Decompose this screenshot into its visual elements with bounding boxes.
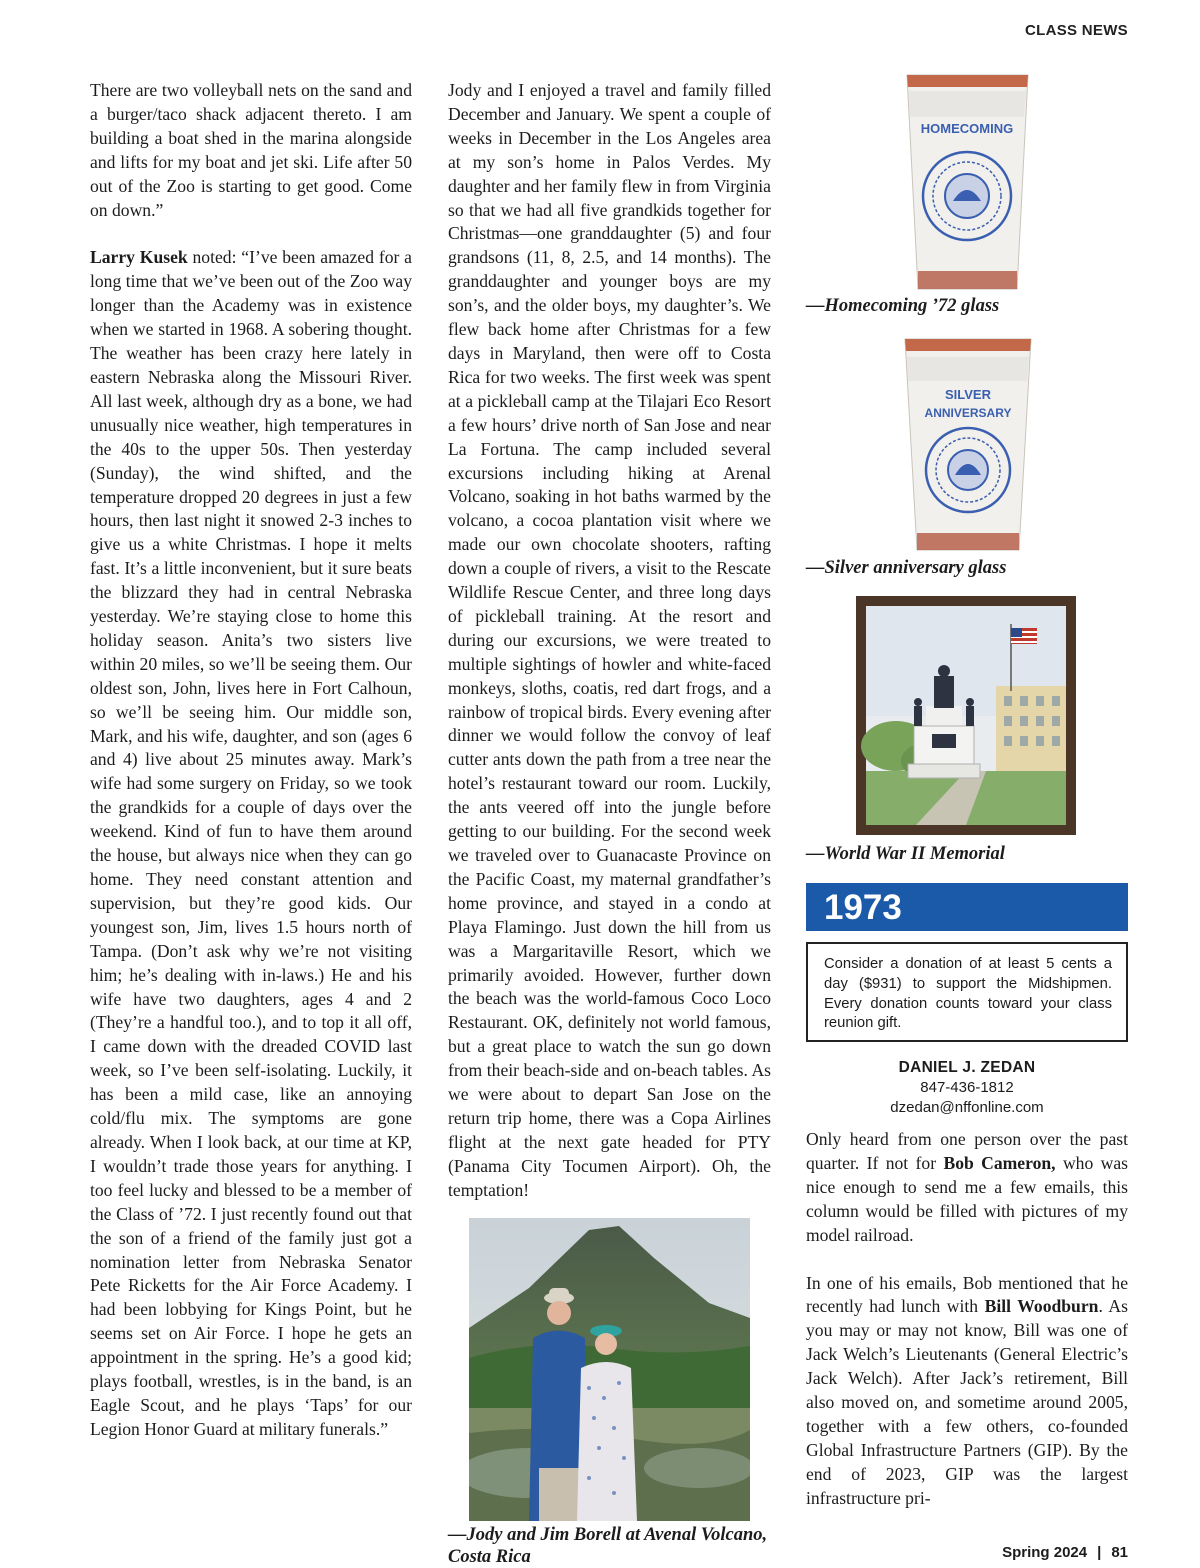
volcano-photo-caption bbox=[448, 1524, 778, 1568]
page-number: 81 bbox=[1111, 1544, 1128, 1561]
paragraph-text: who was nice enough to send me a few emails, this column would be filled with pictures of my model railroad. bbox=[806, 1152, 1128, 1245]
person-name: Larry Kusek bbox=[90, 247, 188, 268]
person-name: Bill Woodburn bbox=[984, 1296, 1099, 1317]
memorial-caption: —World War II Memorial bbox=[806, 844, 1005, 864]
caption-line: Costa Rica bbox=[448, 1547, 531, 1567]
glass-silver-text: SILVER bbox=[945, 387, 991, 402]
footer-separator: | bbox=[1097, 1544, 1102, 1561]
silver-anniversary-glass-image bbox=[903, 335, 1033, 553]
donation-notice-box: Consider a donation of at least 5 cents a day ($931) to support the Midshipmen. Every donation counts toward your class reunion gift. bbox=[806, 942, 1128, 1042]
column-2 bbox=[448, 79, 771, 1203]
silver-anniversary-glass-photo bbox=[903, 335, 1033, 553]
person-name: Bob Cameron, bbox=[943, 1152, 1056, 1173]
paragraph-text: In one of his emails, Bob mentioned that he recently had lunch with bbox=[806, 1272, 1128, 1317]
paragraph bbox=[806, 1272, 1128, 1511]
page-footer bbox=[1002, 1544, 1128, 1561]
paragraph: There are two volleyball nets on the sand and a burger/taco shack adjacent thereto. I am building a boat shed in the marina alongside and lifts for my boat and jet ski. Life after 50 out of the Zoo is starting to get good. Come on down.” bbox=[90, 80, 412, 220]
paragraph bbox=[806, 1128, 1128, 1248]
paragraph: Jody and I enjoyed a travel and family filled December and January. We spent a couple of weeks in December in the Los Angeles area at my son’s home in Palos Verdes. My daughter and her family flew in from Virginia so that we had all five grandkids together for Christmas—one granddaughter (5) and four grandsons (11, 8, 2.5, and 14 months). The granddaughter and younger boys are my son’s, and the older boys, my daughter’s. We flew back home after Christmas for a few days in Maryland, then were off to Costa Rica for two weeks. The first week was spent at a pickleball camp at the Tilajari Eco Resort a few hours’ drive north of San Jose and near La Fortuna. The camp included several excursions including hiking at Arenal Volcano, soaking in hot baths warmed by the volcano, a cocoa plantation visit where we made our own chocolate shooters, rafting down a couple of rivers, a visit to the Rescate Wildlife Rescue Center, and three long days of pickleball training. At the resort and during our excursions, we were treated to multiple sightings of howler and white-faced monkeys, sloths, coatis, red dart frogs, and a rainbow of tropical birds. Every evening after dinner we would follow the convoy of leaf cutter ants down the path from a tree near the hotel’s restaurant toward our room. Luckily, the ants veered off into the jungle before getting to our building. For the second week we traveled over to Guanacaste Province on the Pacific Coast, my maternal grandfather’s home province, and stayed in a condo at Playa Flamingo. Just down the hill from us was a Margaritaville Resort, which we primarily avoided. However, further down the beach was the world-famous Coco Loco Restaurant. OK, definitely not world famous, but a great place to watch the sun go down from their beach-side and on-beach tables. As we were about to depart San Jose on the return trip home, there was a Copa Airlines flight at the next gate headed for PTY (Panama City Tocumen Airport). Oh, the temptation! bbox=[448, 80, 771, 1200]
class-contact bbox=[806, 1058, 1128, 1118]
contact-name: DANIEL J. ZEDAN bbox=[898, 1059, 1036, 1076]
homecoming-glass-image bbox=[905, 71, 1030, 292]
homecoming-glass-caption: —Homecoming ’72 glass bbox=[806, 296, 1000, 316]
column-3-text bbox=[806, 1128, 1128, 1511]
volcano-photo-image bbox=[469, 1218, 750, 1521]
column-1 bbox=[90, 79, 412, 1442]
paragraph-text: noted: “I’ve been amazed for a long time that we’ve been out of the Zoo way longer than the Academy was in existence when we started in 1968. A sobering thought. The weather has been crazy here lately in eastern Nebraska along the Missouri River. All last week, although dry as a bone, we had unusually nice weather, high temperatures in the 40s to the upper 50s. Then yesterday (Sunday), the wind shifted, and the temperature dropped 20 degrees in just a few hours, then last night it snowed 2-3 inches to give us a white Christmas. I hope it melts fast. It’s a little inconvenient, but it sure beats the blizzard they had in central Nebraska yesterday. We’re staying close to home this holiday season. Anita’s two sisters live within 20 miles, so we’ll be seeing them. Our oldest son, John, lives here in Fort Calhoun, so we’ll be seeing him. Our middle son, Mark, and his wife, daughter, and son (ages 6 and 4) live about 25 minutes away. Mark’s wife had some surgery on Friday, so we took the grandkids for a couple of days over the weekend. Kind of fun to have them around the house, but always nice when they can go home. They need constant attention and supervision, but they’re good kids. Our youngest son, Jim, lives 1.5 hours north of Tampa. (Don’t ask why we’re not visiting him; he’s dealing with in-laws.) He and his wife have two daughters, ages 4 and 2 (They’re a handful too.), and to top it all off, I came down with the dreaded COVID last week, so I’ve been self-isolating. Luckily, it has been a mild case, like an annoying cold/flu mix. The symptoms are gone already. When I look back, at our time at KP, I wouldn’t trade those years for anything. I too feel lucky and blessed to be a member of the Class of ’72. I just recently found out that the son of a friend of the family just got a nomination letter from Nebraska Senator Pete Ricketts for the Air Force Academy. I had been lobbying for Kings Point, but he seems set on Air Force. I hope he gets an appointment in the spring. He’s a good kid; plays football, wrestles, is in the band, is an Eagle Scout, and he plays ‘Taps’ for our Legion Honor Guard at military funerals.” bbox=[90, 247, 412, 1439]
contact-phone: 847-436-1812 bbox=[920, 1079, 1014, 1096]
volcano-photo bbox=[469, 1218, 750, 1521]
paragraph-text: . As you may or may not know, Bill was one of Jack Welch’s Lieutenants (General Electric’s Jack Welch). After Jack’s retirement, Bill also moved on, and sometime around 2005, together with a few others, co-founded Global Infrastructure Partners (GIP). By the end of 2023, GIP was the largest infrastructure pri- bbox=[806, 1296, 1128, 1508]
memorial-painting-photo bbox=[856, 596, 1076, 835]
glass-anniversary-text: ANNIVERSARY bbox=[924, 406, 1012, 420]
paragraph bbox=[90, 246, 412, 1441]
homecoming-glass-photo bbox=[905, 71, 1030, 292]
silver-anniversary-glass-caption: —Silver anniversary glass bbox=[806, 558, 1007, 578]
issue-label: Spring 2024 bbox=[1002, 1544, 1088, 1561]
class-year-banner: 1973 bbox=[806, 883, 1128, 931]
glass-homecoming-text: HOMECOMING bbox=[920, 121, 1014, 136]
memorial-painting-image bbox=[856, 596, 1076, 835]
paragraph-text: Only heard from one person over the past quarter. If not for bbox=[806, 1129, 1128, 1173]
section-header: CLASS NEWS bbox=[1024, 22, 1128, 39]
caption-line: —Jody and Jim Borell at Avenal Volcano, bbox=[448, 1525, 768, 1545]
contact-email: dzedan@nffonline.com bbox=[890, 1099, 1044, 1116]
